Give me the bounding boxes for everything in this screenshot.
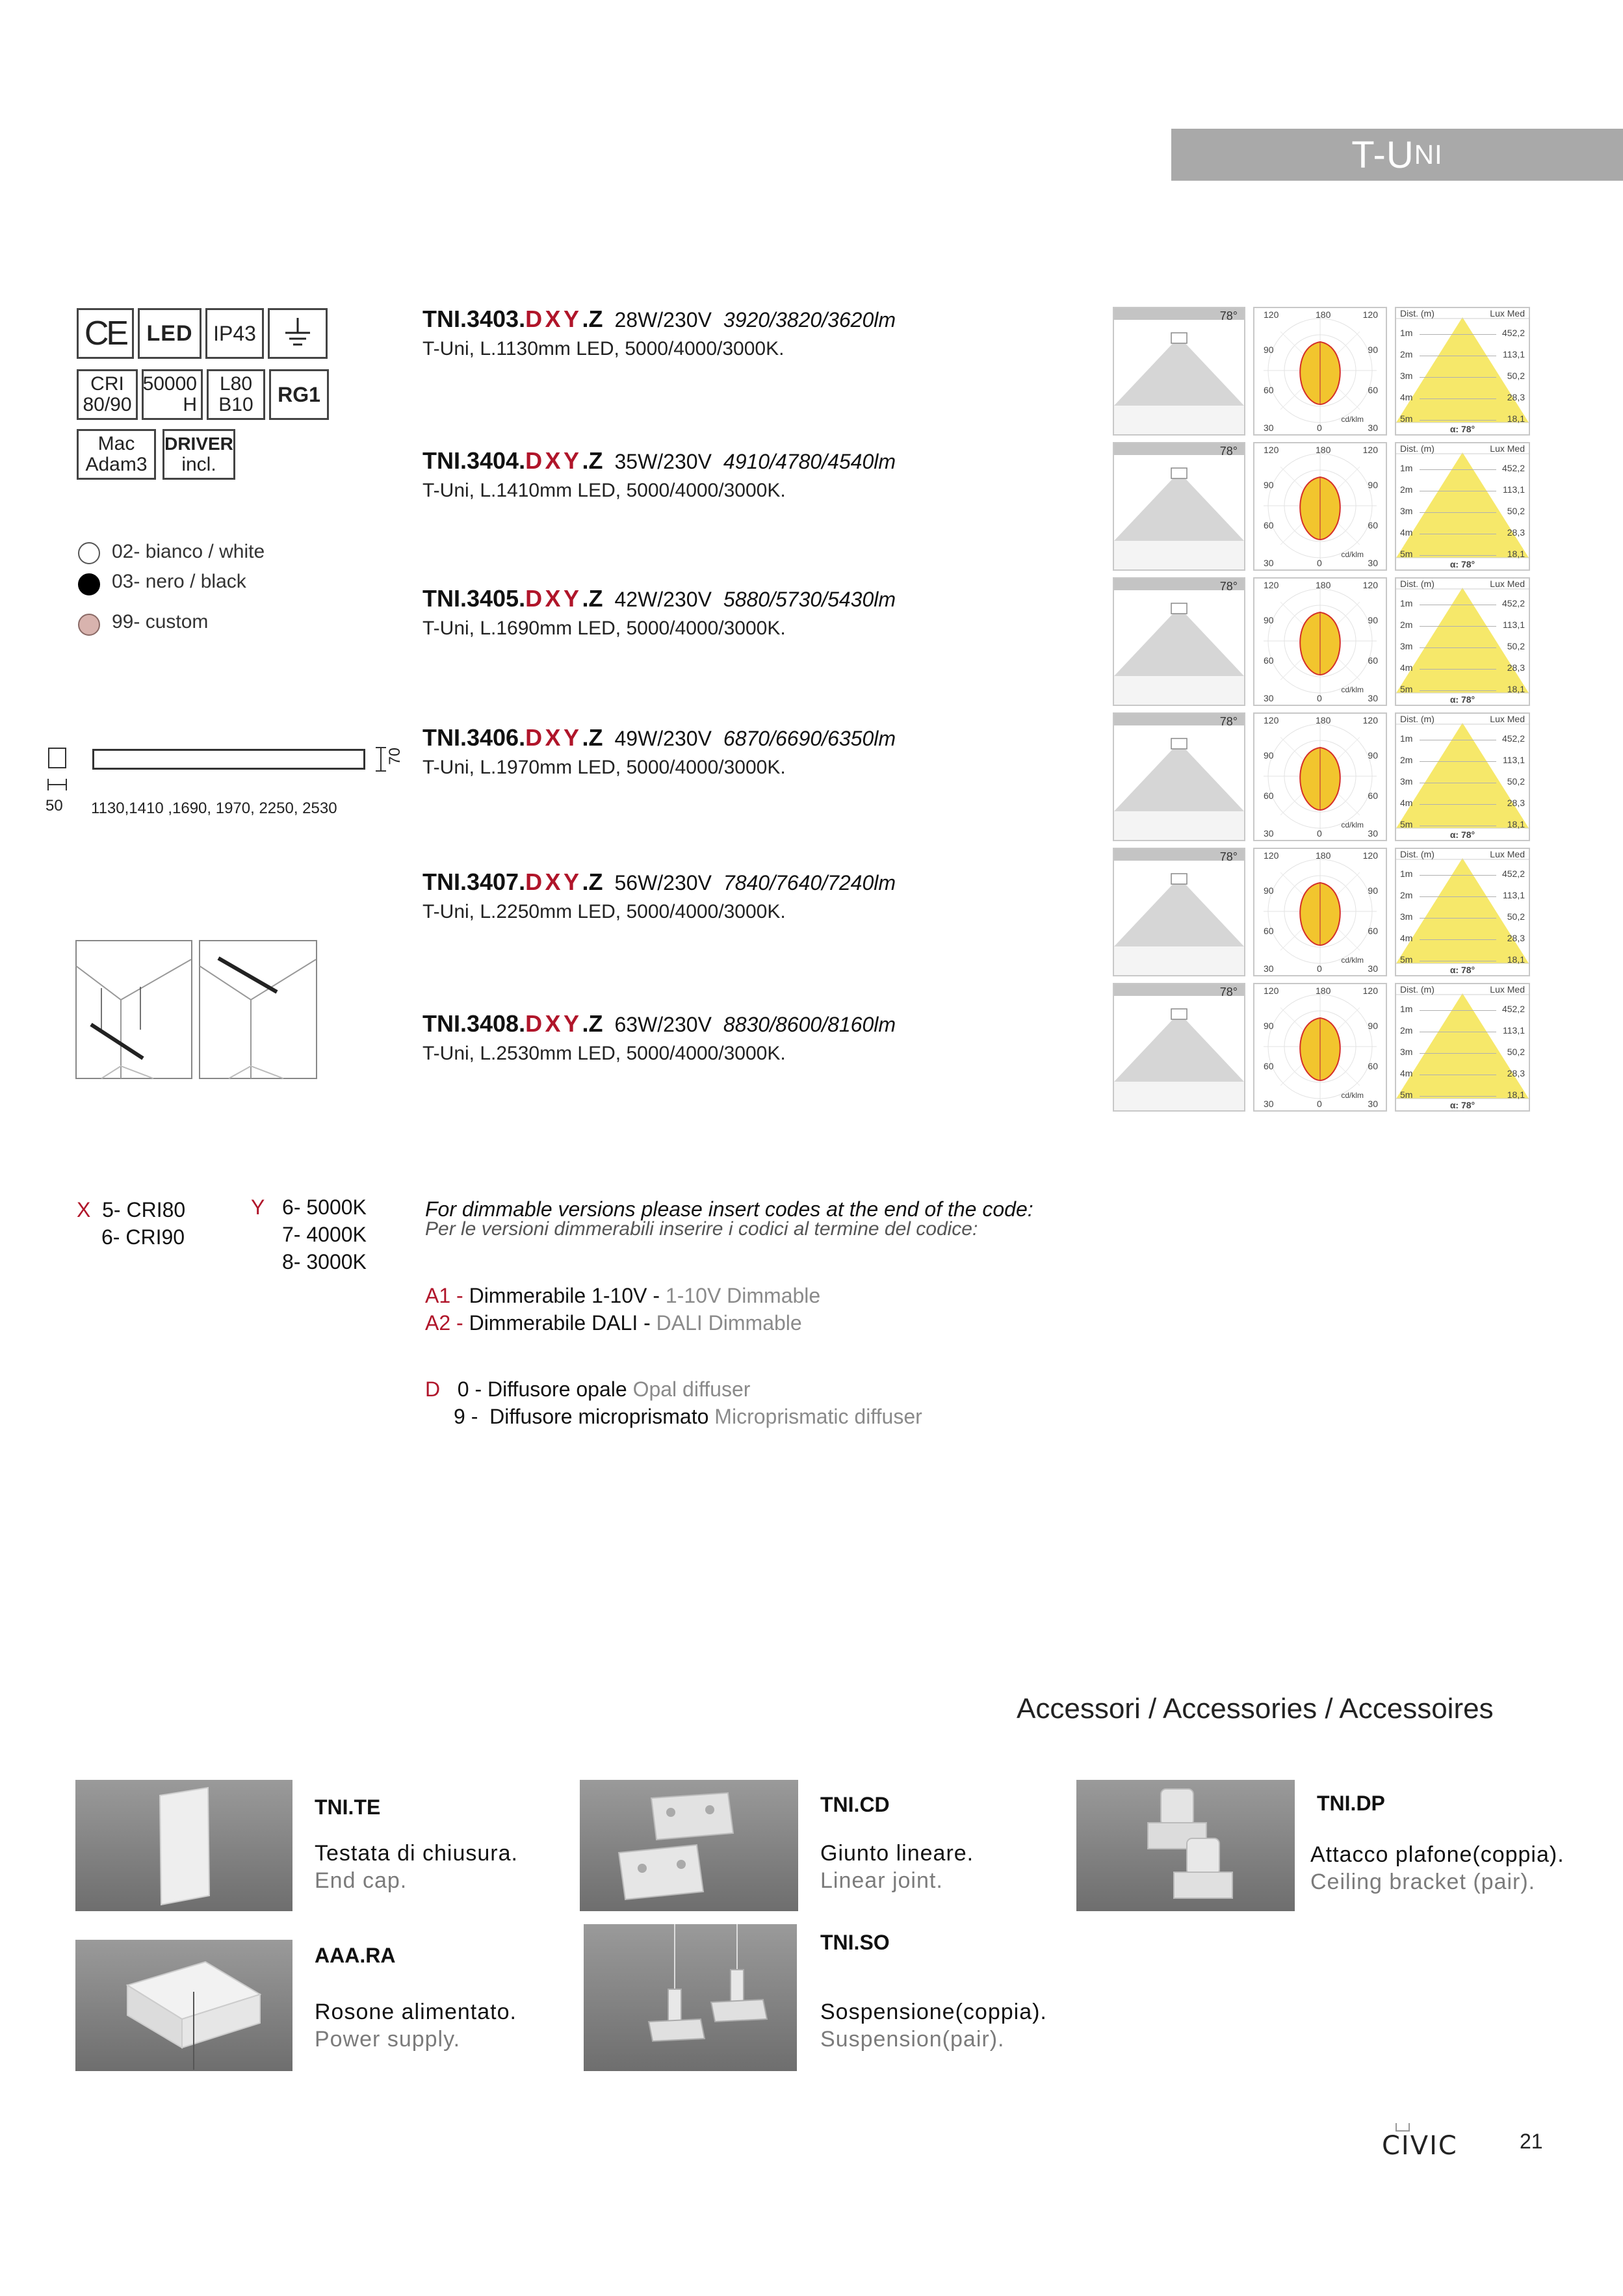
beam-alpha-label: α: 78° bbox=[1449, 559, 1475, 569]
colour-swatch-custom bbox=[78, 614, 100, 636]
beam-diagram bbox=[1113, 307, 1245, 436]
height-label: 70 bbox=[386, 748, 404, 765]
driver-badge bbox=[162, 429, 235, 480]
accessory-desc-it-power-supply: Rosone alimentato. bbox=[315, 2000, 517, 2024]
diffuser-code-slot: D bbox=[525, 1010, 543, 1037]
distance-label: 3m bbox=[1400, 1047, 1413, 1057]
cri-badge bbox=[77, 369, 138, 420]
rg-label: RG1 bbox=[278, 383, 320, 406]
accessory-code-end-cap: TNI.TE bbox=[315, 1795, 381, 1819]
lifetime-bottom: H bbox=[183, 394, 197, 415]
distance-label: 3m bbox=[1400, 641, 1413, 651]
header-tab bbox=[1171, 129, 1623, 181]
ce-badge bbox=[77, 308, 134, 359]
product-description: T-Uni, L.2530mm LED, 5000/4000/3000K. bbox=[422, 1043, 786, 1064]
lux-value: 18,1 bbox=[1507, 413, 1525, 424]
beam-angle-label: 78° bbox=[1219, 580, 1238, 593]
product-lumen: 3920/3820/3620lm bbox=[723, 308, 896, 332]
product-power: 63W/230V bbox=[614, 1013, 712, 1036]
distance-label: 5m bbox=[1400, 819, 1413, 829]
lux-header: Lux Med bbox=[1490, 714, 1525, 724]
beam-diagram bbox=[1113, 577, 1245, 706]
l80-badge bbox=[207, 369, 265, 420]
product-description: T-Uni, L.1410mm LED, 5000/4000/3000K. bbox=[422, 480, 786, 501]
dimming-code-slot: .Z bbox=[582, 1010, 603, 1037]
accessory-desc-en-suspension: Suspension(pair). bbox=[820, 2027, 1005, 2052]
diffuser-options bbox=[425, 1376, 922, 1430]
product-power: 42W/230V bbox=[614, 588, 712, 611]
product-power: 49W/230V bbox=[614, 727, 712, 750]
length-options: 1130,1410 ,1690, 1970, 2250, 2530 bbox=[91, 800, 337, 817]
accessory-code-power-supply: AAA.RA bbox=[315, 1944, 396, 1967]
dimming-code-slot: .Z bbox=[582, 585, 603, 612]
lux-value: 113,1 bbox=[1503, 620, 1525, 630]
accessory-code-linear-joint: TNI.CD bbox=[820, 1793, 890, 1816]
ceiling-bracket-image bbox=[1076, 1780, 1295, 1911]
earth-badge bbox=[268, 308, 328, 359]
product-code: TNI.3406. bbox=[422, 724, 526, 751]
polar-curve: 120 180 120 90 90 60 60 30 0 30 cd/klm bbox=[1253, 712, 1387, 841]
beam-alpha-label: α: 78° bbox=[1449, 965, 1475, 975]
product-description: T-Uni, L.2250mm LED, 5000/4000/3000K. bbox=[422, 901, 786, 922]
lux-value: 18,1 bbox=[1507, 1089, 1525, 1100]
dimming-code-slot: .Z bbox=[582, 868, 603, 895]
led-badge bbox=[138, 308, 201, 359]
polar-curve: 120 180 120 90 90 60 60 30 0 30 cd/klm bbox=[1253, 848, 1387, 976]
lux-value: 18,1 bbox=[1507, 954, 1525, 965]
beam-angle-label: 78° bbox=[1219, 850, 1238, 863]
distance-label: 4m bbox=[1400, 933, 1413, 943]
product-description: T-Uni, L.1690mm LED, 5000/4000/3000K. bbox=[422, 618, 786, 639]
beam-angle-label: 78° bbox=[1219, 445, 1238, 458]
accessory-desc-en-linear-joint: Linear joint. bbox=[820, 1868, 943, 1893]
beam-angle-label: 78° bbox=[1219, 715, 1238, 728]
product-row bbox=[422, 1010, 896, 1065]
lux-value: 28,3 bbox=[1507, 1068, 1525, 1078]
illuminance-table bbox=[1395, 848, 1530, 976]
product-code: TNI.3403. bbox=[422, 306, 526, 332]
lux-value: 113,1 bbox=[1503, 349, 1525, 359]
cct-code-slot: Y bbox=[564, 868, 580, 895]
pendant-installation-drawing bbox=[75, 940, 192, 1079]
cri-code-slot: X bbox=[545, 585, 561, 612]
polar-curve: 120 180 120 90 90 60 60 30 0 30 cd/klm bbox=[1253, 307, 1387, 436]
distance-label: 2m bbox=[1400, 620, 1413, 630]
diffuser-code-slot: D bbox=[525, 306, 543, 332]
distance-label: 2m bbox=[1400, 484, 1413, 495]
illuminance-table bbox=[1395, 307, 1530, 436]
dimming-code-slot: .Z bbox=[582, 447, 603, 474]
lux-value: 50,2 bbox=[1507, 371, 1525, 381]
dimmable-note-it: Per le versioni dimmerabili inserire i codici al termine del codice: bbox=[425, 1218, 978, 1240]
lifetime-badge bbox=[142, 369, 203, 420]
product-row bbox=[422, 447, 896, 502]
x-item-1: 6- CRI90 bbox=[101, 1225, 185, 1249]
beam-angle-label: 78° bbox=[1219, 309, 1238, 322]
diffuser-code-slot: D bbox=[525, 868, 543, 895]
polar-curve: 120 180 120 90 90 60 60 30 0 30 cd/klm bbox=[1253, 577, 1387, 706]
distance-label: 2m bbox=[1400, 349, 1413, 359]
polar-curve: 120 180 120 90 90 60 60 30 0 30 cd/klm bbox=[1253, 983, 1387, 1112]
header-title-small: NI bbox=[1414, 139, 1443, 170]
cri-code-slot: X bbox=[545, 868, 561, 895]
cct-code-slot: Y bbox=[564, 724, 580, 751]
distance-label: 5m bbox=[1400, 413, 1413, 424]
power-supply-image bbox=[75, 1940, 292, 2071]
lux-value: 28,3 bbox=[1507, 662, 1525, 673]
lux-value: 50,2 bbox=[1507, 641, 1525, 651]
distance-label: 4m bbox=[1400, 527, 1413, 538]
product-description: T-Uni, L.1130mm LED, 5000/4000/3000K. bbox=[422, 338, 785, 359]
lux-value: 28,3 bbox=[1507, 933, 1525, 943]
accessory-desc-en-end-cap: End cap. bbox=[315, 1868, 408, 1893]
colour-swatch-white bbox=[78, 542, 100, 564]
y-item-2: 8- 3000K bbox=[282, 1250, 367, 1273]
macadam-bottom: Adam3 bbox=[85, 454, 148, 475]
cct-code-slot: Y bbox=[564, 585, 580, 612]
distance-label: 1m bbox=[1400, 598, 1413, 608]
macadam-top: Mac bbox=[97, 433, 135, 454]
distance-header: Dist. (m) bbox=[1400, 443, 1435, 454]
accessories-title: Accessori / Accessories / Accessoires bbox=[1017, 1693, 1494, 1725]
distance-label: 1m bbox=[1400, 868, 1413, 879]
cri-code-slot: X bbox=[545, 1010, 561, 1037]
distance-label: 4m bbox=[1400, 798, 1413, 808]
ip-badge bbox=[205, 308, 264, 359]
cri-code-slot: X bbox=[545, 447, 561, 474]
distance-label: 1m bbox=[1400, 463, 1413, 473]
lux-value: 452,2 bbox=[1501, 1004, 1525, 1014]
driver-top: DRIVER bbox=[164, 434, 233, 454]
distance-label: 1m bbox=[1400, 328, 1413, 338]
lux-value: 50,2 bbox=[1507, 776, 1525, 787]
colour-option-black: 03- nero / black bbox=[112, 571, 246, 592]
x-item-0: 5- CRI80 bbox=[102, 1198, 186, 1221]
l80-bottom: B10 bbox=[218, 394, 253, 415]
linear-joint-image bbox=[580, 1780, 798, 1911]
cri-top: CRI bbox=[90, 373, 124, 395]
distance-label: 2m bbox=[1400, 1025, 1413, 1036]
accessory-desc-it-ceiling-bracket: Attacco plafone(coppia). bbox=[1310, 1842, 1565, 1867]
y-item-1: 7- 4000K bbox=[282, 1223, 367, 1246]
dimming-code-slot: .Z bbox=[582, 724, 603, 751]
section-profile bbox=[48, 748, 66, 768]
dimming-option-a2: A2 - Dimmerabile DALI - DALI Dimmable bbox=[425, 1311, 802, 1335]
rg-badge bbox=[269, 369, 329, 420]
lux-value: 28,3 bbox=[1507, 392, 1525, 402]
beam-alpha-label: α: 78° bbox=[1449, 424, 1475, 434]
lux-value: 18,1 bbox=[1507, 549, 1525, 559]
lux-value: 452,2 bbox=[1501, 868, 1525, 879]
cri-bottom: 80/90 bbox=[83, 394, 132, 415]
dimming-options bbox=[425, 1282, 820, 1337]
width-label: 50 bbox=[45, 797, 63, 815]
lux-value: 113,1 bbox=[1503, 755, 1525, 765]
beam-diagram bbox=[1113, 442, 1245, 571]
product-row bbox=[422, 868, 896, 923]
lux-value: 452,2 bbox=[1501, 598, 1525, 608]
distance-label: 5m bbox=[1400, 1089, 1413, 1100]
lux-value: 28,3 bbox=[1507, 527, 1525, 538]
accessory-desc-en-ceiling-bracket: Ceiling bracket (pair). bbox=[1310, 1870, 1536, 1894]
lux-header: Lux Med bbox=[1490, 579, 1525, 589]
cct-code-slot: Y bbox=[564, 1010, 580, 1037]
distance-label: 1m bbox=[1400, 1004, 1413, 1014]
distance-label: 3m bbox=[1400, 776, 1413, 787]
header-title: T-U bbox=[1351, 133, 1414, 176]
polar-curve: 120 180 120 90 90 60 60 30 0 30 cd/klm bbox=[1253, 442, 1387, 571]
luminaire-side-view bbox=[92, 749, 365, 770]
diffuser-option-0: D 0 - Diffusore opale Opal diffuser bbox=[425, 1377, 751, 1401]
beam-angle-label: 78° bbox=[1219, 985, 1238, 998]
illuminance-table bbox=[1395, 442, 1530, 571]
dimming-option-a1: A1 - Dimmerabile 1-10V - 1-10V Dimmable bbox=[425, 1284, 821, 1307]
ce-mark: CE bbox=[84, 315, 127, 352]
cri-code-legend bbox=[77, 1196, 185, 1251]
product-lumen: 7840/7640/7240lm bbox=[723, 871, 896, 894]
product-lumen: 4910/4780/4540lm bbox=[723, 450, 896, 473]
cct-code-legend bbox=[251, 1194, 367, 1275]
suspension-image bbox=[584, 1924, 797, 2071]
product-power: 56W/230V bbox=[614, 871, 712, 894]
ip-label: IP43 bbox=[213, 322, 256, 345]
beam-diagram bbox=[1113, 848, 1245, 976]
end-cap-image bbox=[75, 1780, 292, 1911]
distance-label: 3m bbox=[1400, 506, 1413, 516]
product-code: TNI.3408. bbox=[422, 1010, 526, 1037]
product-lumen: 8830/8600/8160lm bbox=[723, 1013, 896, 1036]
product-row bbox=[422, 724, 896, 779]
dimming-code-slot: .Z bbox=[582, 306, 603, 332]
beam-diagram bbox=[1113, 983, 1245, 1112]
lux-value: 452,2 bbox=[1501, 733, 1525, 744]
colour-swatch-black bbox=[78, 573, 100, 595]
illuminance-table bbox=[1395, 983, 1530, 1112]
distance-label: 5m bbox=[1400, 549, 1413, 559]
product-description: T-Uni, L.1970mm LED, 5000/4000/3000K. bbox=[422, 757, 786, 778]
lux-value: 113,1 bbox=[1503, 484, 1525, 495]
width-dimension-line bbox=[45, 777, 69, 792]
distance-header: Dist. (m) bbox=[1400, 714, 1435, 724]
ceiling-installation-drawing bbox=[199, 940, 317, 1079]
y-item-0: 6- 5000K bbox=[282, 1195, 367, 1219]
distance-header: Dist. (m) bbox=[1400, 579, 1435, 589]
beam-alpha-label: α: 78° bbox=[1449, 829, 1475, 840]
product-power: 28W/230V bbox=[614, 308, 712, 332]
product-power: 35W/230V bbox=[614, 450, 712, 473]
lux-value: 28,3 bbox=[1507, 798, 1525, 808]
accessory-desc-it-suspension: Sospensione(coppia). bbox=[820, 2000, 1047, 2024]
lux-value: 113,1 bbox=[1503, 1025, 1525, 1036]
illuminance-table bbox=[1395, 577, 1530, 706]
distance-header: Dist. (m) bbox=[1400, 849, 1435, 859]
distance-label: 3m bbox=[1400, 911, 1413, 922]
lux-value: 50,2 bbox=[1507, 1047, 1525, 1057]
beam-alpha-label: α: 78° bbox=[1449, 694, 1475, 705]
brand-logo: CIVIC bbox=[1382, 2131, 1458, 2161]
lifetime-top: 50000 bbox=[142, 373, 197, 395]
beam-alpha-label: α: 78° bbox=[1449, 1100, 1475, 1110]
lux-value: 452,2 bbox=[1501, 463, 1525, 473]
lux-value: 50,2 bbox=[1507, 911, 1525, 922]
product-row bbox=[422, 585, 896, 640]
lux-header: Lux Med bbox=[1490, 308, 1525, 319]
y-key: Y bbox=[251, 1195, 265, 1219]
driver-bottom: incl. bbox=[181, 454, 216, 475]
lux-value: 18,1 bbox=[1507, 819, 1525, 829]
lux-header: Lux Med bbox=[1490, 443, 1525, 454]
distance-label: 1m bbox=[1400, 733, 1413, 744]
accessory-code-suspension: TNI.SO bbox=[820, 1931, 890, 1954]
lux-header: Lux Med bbox=[1490, 984, 1525, 995]
product-row bbox=[422, 306, 896, 360]
led-label: LED bbox=[146, 321, 193, 346]
distance-label: 2m bbox=[1400, 755, 1413, 765]
distance-label: 4m bbox=[1400, 392, 1413, 402]
product-lumen: 5880/5730/5430lm bbox=[723, 588, 896, 611]
cct-code-slot: Y bbox=[564, 447, 580, 474]
distance-label: 5m bbox=[1400, 954, 1413, 965]
cri-code-slot: X bbox=[545, 306, 561, 332]
lux-value: 113,1 bbox=[1503, 890, 1525, 900]
diffuser-code-slot: D bbox=[525, 585, 543, 612]
colour-option-custom: 99- custom bbox=[112, 611, 209, 633]
diffuser-code-slot: D bbox=[525, 447, 543, 474]
macadam-badge bbox=[77, 429, 156, 480]
illuminance-table bbox=[1395, 712, 1530, 841]
diffuser-option-9: 9 - Diffusore microprismato Microprismatic diffuser bbox=[454, 1405, 922, 1428]
product-code: TNI.3407. bbox=[422, 868, 526, 895]
lux-value: 18,1 bbox=[1507, 684, 1525, 694]
accessory-desc-it-linear-joint: Giunto lineare. bbox=[820, 1841, 974, 1866]
distance-label: 4m bbox=[1400, 1068, 1413, 1078]
product-code: TNI.3404. bbox=[422, 447, 526, 474]
dimmable-note-en: For dimmable versions please insert codes at the end of the code: bbox=[425, 1197, 1033, 1221]
lux-header: Lux Med bbox=[1490, 849, 1525, 859]
earth-icon bbox=[281, 315, 314, 352]
distance-label: 2m bbox=[1400, 890, 1413, 900]
accessory-desc-en-power-supply: Power supply. bbox=[315, 2027, 461, 2052]
distance-label: 4m bbox=[1400, 662, 1413, 673]
accessory-desc-it-end-cap: Testata di chiusura. bbox=[315, 1841, 518, 1866]
product-code: TNI.3405. bbox=[422, 585, 526, 612]
lux-value: 50,2 bbox=[1507, 506, 1525, 516]
beam-diagram bbox=[1113, 712, 1245, 841]
cri-code-slot: X bbox=[545, 724, 561, 751]
product-lumen: 6870/6690/6350lm bbox=[723, 727, 896, 750]
colour-option-white: 02- bianco / white bbox=[112, 541, 265, 562]
cct-code-slot: Y bbox=[564, 306, 580, 332]
diffuser-code-slot: D bbox=[525, 724, 543, 751]
distance-header: Dist. (m) bbox=[1400, 984, 1435, 995]
l80-top: L80 bbox=[219, 373, 253, 395]
lux-value: 452,2 bbox=[1501, 328, 1525, 338]
x-key: X bbox=[77, 1198, 91, 1221]
distance-label: 5m bbox=[1400, 684, 1413, 694]
accessory-code-ceiling-bracket: TNI.DP bbox=[1317, 1792, 1385, 1815]
distance-header: Dist. (m) bbox=[1400, 308, 1435, 319]
page-number: 21 bbox=[1520, 2130, 1543, 2153]
distance-label: 3m bbox=[1400, 371, 1413, 381]
